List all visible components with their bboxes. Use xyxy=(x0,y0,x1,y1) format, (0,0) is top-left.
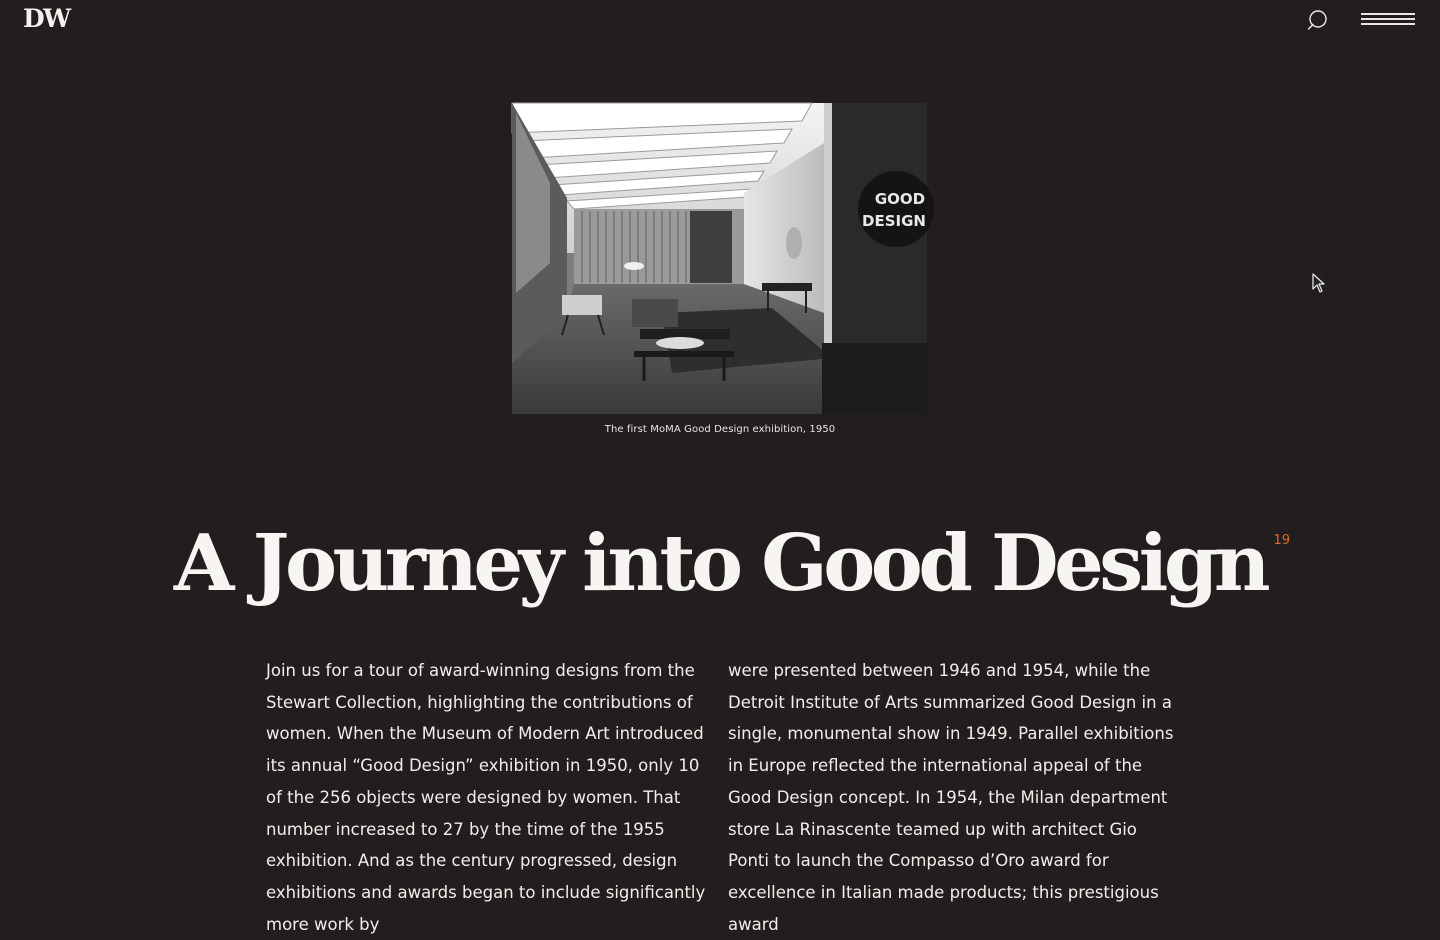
mouse-cursor-icon xyxy=(1312,273,1326,293)
article-paragraph-left: Join us for a tour of award-winning designs from the Stewart Collection, highlighting the contributions of women. When the Museum of Modern Art introduced its annual “Good Design” exhibition in 1950, only 10 of the 256 objects were designed by women. That number increased to 27 by the time of the 1955 exhibition. And as the century progressed, design exhibitions and awards began to include significantly more work by xyxy=(266,661,706,934)
good-design-sign: GOOD xyxy=(874,190,926,208)
menu-button[interactable] xyxy=(1361,12,1416,28)
search-button[interactable] xyxy=(1306,8,1330,32)
search-icon xyxy=(1306,8,1330,32)
site-header xyxy=(0,0,1440,40)
footnote-marker[interactable]: 19 xyxy=(1273,533,1291,548)
site-logo[interactable]: DW xyxy=(23,4,70,33)
article-header xyxy=(0,516,1440,612)
article-paragraph-right: were presented between 1946 and 1954, while the Detroit Institute of Arts summarized Good Design in a single, monumental show in 1949. Parallel exhibitions in Europe reflected the international appeal of the Good Design concept. In 1954, the Milan department store La Rinascente teamed up with architect Gio Ponti to launch the Compasso d’Oro award for excellence in Italian made products; this prestigious award xyxy=(728,661,1174,934)
hamburger-menu-icon xyxy=(1361,13,1415,15)
exhibition-photo xyxy=(512,103,927,414)
good-design-sign-line2: DESIGN xyxy=(862,212,926,230)
photo-caption: The first MoMA Good Design exhibition, 1950 xyxy=(604,424,836,435)
article-title xyxy=(173,516,1291,612)
article-body xyxy=(266,655,1186,934)
article-title-text: A Journey into Good Design xyxy=(173,518,1267,609)
